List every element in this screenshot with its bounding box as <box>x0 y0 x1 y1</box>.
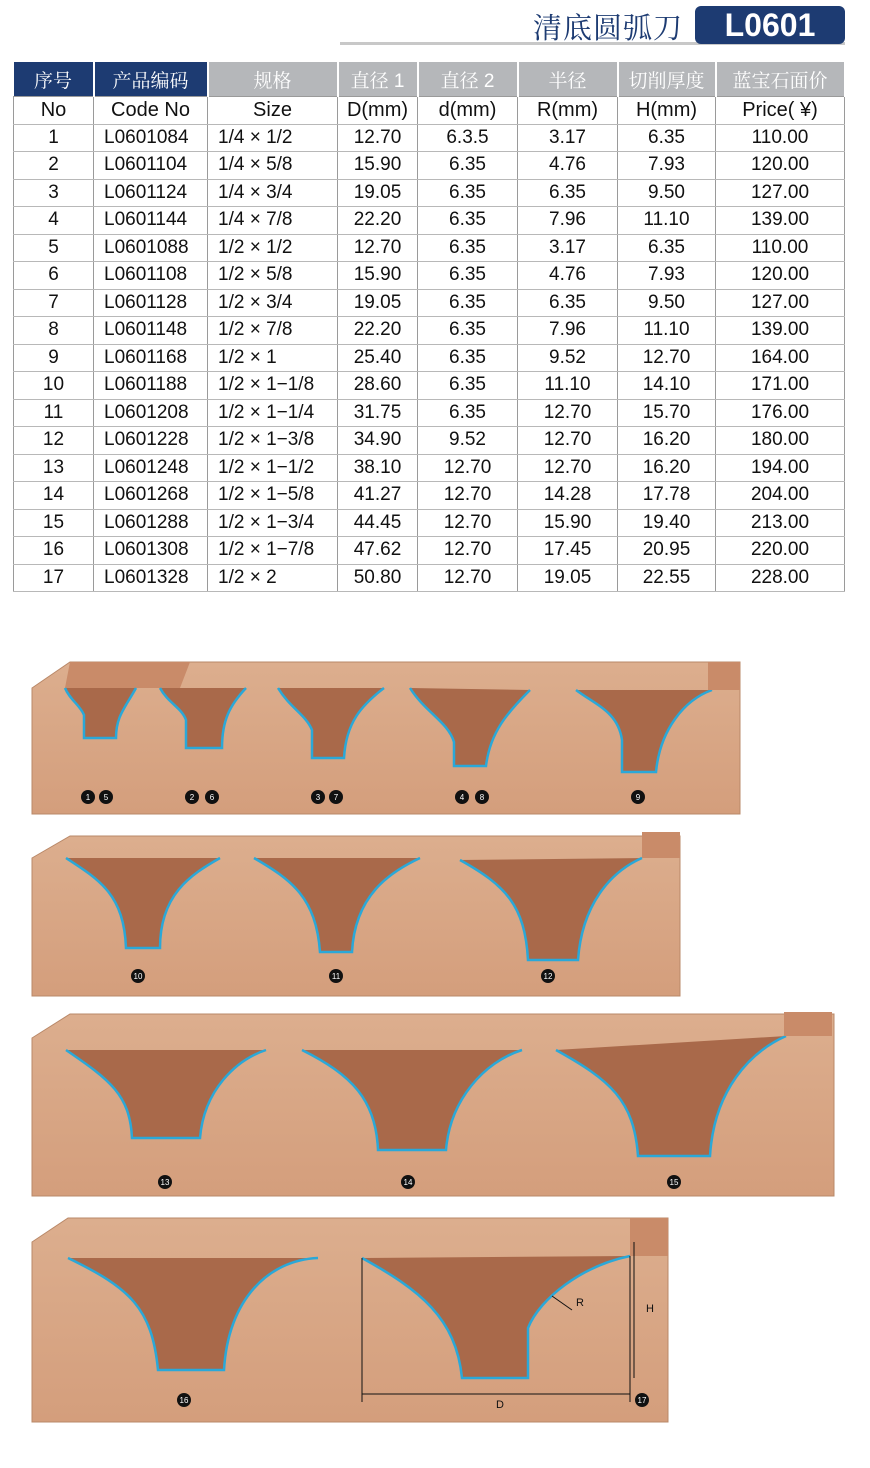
table-cell: 12.70 <box>618 344 716 372</box>
table-cell: 228.00 <box>716 564 845 592</box>
profile-label: 6 <box>209 793 215 802</box>
table-cell: 3.17 <box>518 234 618 262</box>
profile-label: 9 <box>635 793 641 802</box>
profile-label: 16 <box>179 1396 189 1405</box>
table-row <box>14 454 845 482</box>
table-cell: 12.70 <box>518 427 618 455</box>
table-cell: 180.00 <box>716 427 845 455</box>
table-cell: 6.35 <box>618 234 716 262</box>
table-row <box>14 179 845 207</box>
table-cell: 6.35 <box>518 289 618 317</box>
title-bar <box>340 4 845 48</box>
profile-illustrations <box>0 600 870 1468</box>
table-cell: L0601188 <box>94 372 208 400</box>
table-row <box>14 124 845 152</box>
table-cell: 1/2 × 2 <box>208 564 338 592</box>
subheader-cell: Price( ¥) <box>716 97 845 125</box>
table-cell: 4.76 <box>518 152 618 180</box>
table-cell: 171.00 <box>716 372 845 400</box>
table-row <box>14 427 845 455</box>
table-cell: 7.93 <box>618 152 716 180</box>
table-cell: 9 <box>14 344 94 372</box>
table-cell: L0601228 <box>94 427 208 455</box>
profile-label: 17 <box>637 1396 647 1405</box>
subheader-cell: Code No <box>94 97 208 125</box>
table-cell: 9.50 <box>618 179 716 207</box>
table-cell: L0601248 <box>94 454 208 482</box>
table-cell: 12.70 <box>418 509 518 537</box>
table-cell: 16.20 <box>618 427 716 455</box>
table-cell: L0601128 <box>94 289 208 317</box>
header-row-cn <box>14 62 845 97</box>
table-cell: 1/2 × 1−1/2 <box>208 454 338 482</box>
profile-label: 10 <box>133 972 143 981</box>
table-cell: 120.00 <box>716 152 845 180</box>
table-cell: 10 <box>14 372 94 400</box>
table-cell: 15.90 <box>518 509 618 537</box>
table-cell: 22.20 <box>338 317 418 345</box>
table-cell: 12.70 <box>418 454 518 482</box>
table-cell: 9.52 <box>418 427 518 455</box>
header-d2: 直径 2 <box>418 62 518 97</box>
table-row <box>14 399 845 427</box>
table-cell: L0601088 <box>94 234 208 262</box>
header-d1: 直径 1 <box>338 62 418 97</box>
table-cell: 15.90 <box>338 152 418 180</box>
table-cell: 11 <box>14 399 94 427</box>
table-cell: 8 <box>14 317 94 345</box>
table-cell: L0601208 <box>94 399 208 427</box>
table-cell: 6.35 <box>418 317 518 345</box>
table-cell: L0601084 <box>94 124 208 152</box>
table-cell: 50.80 <box>338 564 418 592</box>
table-cell: 12.70 <box>338 124 418 152</box>
table-cell: 4.76 <box>518 262 618 290</box>
table-cell: 1/2 × 1−7/8 <box>208 537 338 565</box>
table-cell: L0601124 <box>94 179 208 207</box>
header-no: 序号 <box>14 62 94 97</box>
header-size: 规格 <box>208 62 338 97</box>
table-cell: 194.00 <box>716 454 845 482</box>
table-cell: 7.96 <box>518 207 618 235</box>
table-cell: L0601308 <box>94 537 208 565</box>
table-row <box>14 482 845 510</box>
table-cell: L0601148 <box>94 317 208 345</box>
table-cell: 7.96 <box>518 317 618 345</box>
table-cell: 38.10 <box>338 454 418 482</box>
table-cell: 1/2 × 1−1/8 <box>208 372 338 400</box>
table-cell: 110.00 <box>716 124 845 152</box>
table-cell: 6.35 <box>418 234 518 262</box>
table-cell: 31.75 <box>338 399 418 427</box>
table-cell: 12.70 <box>338 234 418 262</box>
table-row <box>14 207 845 235</box>
profile-label: 3 <box>315 793 321 802</box>
profile-label: 2 <box>189 793 195 802</box>
table-cell: 4 <box>14 207 94 235</box>
table-cell: 127.00 <box>716 289 845 317</box>
table-cell: L0601104 <box>94 152 208 180</box>
table-cell: 1/4 × 1/2 <box>208 124 338 152</box>
table-cell: 6.35 <box>618 124 716 152</box>
table-cell: 6.35 <box>418 207 518 235</box>
table-cell: 127.00 <box>716 179 845 207</box>
table-cell: 34.90 <box>338 427 418 455</box>
profile-label: 15 <box>669 1178 679 1187</box>
table-cell: 14.10 <box>618 372 716 400</box>
table-cell: 9.50 <box>618 289 716 317</box>
table-row <box>14 564 845 592</box>
table-cell: 22.20 <box>338 207 418 235</box>
table-cell: 44.45 <box>338 509 418 537</box>
table-cell: 19.40 <box>618 509 716 537</box>
table-cell: L0601168 <box>94 344 208 372</box>
profile-label: 8 <box>479 793 485 802</box>
table-cell: 1/4 × 7/8 <box>208 207 338 235</box>
table-cell: L0601144 <box>94 207 208 235</box>
table-cell: 1/2 × 1−1/4 <box>208 399 338 427</box>
table-cell: 12.70 <box>418 564 518 592</box>
table-cell: 164.00 <box>716 344 845 372</box>
table-cell: 7.93 <box>618 262 716 290</box>
table-cell: L0601328 <box>94 564 208 592</box>
table-cell: 17.45 <box>518 537 618 565</box>
table-cell: 2 <box>14 152 94 180</box>
table-cell: 41.27 <box>338 482 418 510</box>
table-row <box>14 344 845 372</box>
profile-label: 14 <box>403 1178 413 1187</box>
table-cell: 15.90 <box>338 262 418 290</box>
table-cell: 13 <box>14 454 94 482</box>
board-3 <box>32 1012 834 1196</box>
table-cell: 7 <box>14 289 94 317</box>
table-cell: 16 <box>14 537 94 565</box>
table-cell: 139.00 <box>716 317 845 345</box>
table-cell: 6.35 <box>418 152 518 180</box>
table-cell: 15.70 <box>618 399 716 427</box>
header-row-en <box>14 97 845 125</box>
header-radius: 半径 <box>518 62 618 97</box>
table-cell: 25.40 <box>338 344 418 372</box>
table-cell: 12.70 <box>518 399 618 427</box>
table-cell: L0601108 <box>94 262 208 290</box>
subheader-cell: No <box>14 97 94 125</box>
table-cell: 1/4 × 3/4 <box>208 179 338 207</box>
profile-label: 13 <box>160 1178 170 1187</box>
table-cell: 204.00 <box>716 482 845 510</box>
table-cell: 213.00 <box>716 509 845 537</box>
table-cell: 22.55 <box>618 564 716 592</box>
table-cell: 12 <box>14 427 94 455</box>
table-cell: 6.35 <box>418 344 518 372</box>
profile-label: 4 <box>459 793 465 802</box>
table-cell: 6.35 <box>418 262 518 290</box>
board-2 <box>32 832 680 996</box>
subheader-cell: D(mm) <box>338 97 418 125</box>
table-row <box>14 262 845 290</box>
table-cell: 1/2 × 1−5/8 <box>208 482 338 510</box>
table-cell: 1 <box>14 124 94 152</box>
table-row <box>14 317 845 345</box>
table-cell: 6.35 <box>418 179 518 207</box>
table-cell: 220.00 <box>716 537 845 565</box>
table-cell: 20.95 <box>618 537 716 565</box>
table-cell: 19.05 <box>338 289 418 317</box>
table-cell: 17 <box>14 564 94 592</box>
title-chinese: 清底圆弧刀 <box>532 13 683 45</box>
table-cell: 12.70 <box>418 537 518 565</box>
board-4 <box>32 1218 668 1422</box>
subheader-cell: R(mm) <box>518 97 618 125</box>
table-cell: 6.35 <box>418 289 518 317</box>
table-cell: 1/4 × 5/8 <box>208 152 338 180</box>
table-cell: 6.35 <box>418 372 518 400</box>
table-cell: 1/2 × 1−3/4 <box>208 509 338 537</box>
table-row <box>14 509 845 537</box>
dimension-label: H <box>646 1303 654 1315</box>
subheader-cell: H(mm) <box>618 97 716 125</box>
table-cell: 17.78 <box>618 482 716 510</box>
table-cell: 28.60 <box>338 372 418 400</box>
table-cell: 1/2 × 1/2 <box>208 234 338 262</box>
profile-label: 12 <box>543 972 553 981</box>
profile-label: 7 <box>333 793 339 802</box>
subheader-cell: Size <box>208 97 338 125</box>
dimension-label: D <box>496 1399 504 1411</box>
table-cell: 139.00 <box>716 207 845 235</box>
table-cell: 14 <box>14 482 94 510</box>
board-1 <box>32 662 740 814</box>
table-cell: 11.10 <box>618 207 716 235</box>
table-cell: 6 <box>14 262 94 290</box>
table-cell: 6.35 <box>518 179 618 207</box>
profile-label: 11 <box>331 972 341 981</box>
table-cell: 1/2 × 3/4 <box>208 289 338 317</box>
subheader-cell: d(mm) <box>418 97 518 125</box>
table-cell: 110.00 <box>716 234 845 262</box>
table-row <box>14 152 845 180</box>
table-row <box>14 372 845 400</box>
table-cell: 15 <box>14 509 94 537</box>
table-cell: 47.62 <box>338 537 418 565</box>
title-code-badge: L0601 <box>695 6 845 44</box>
table-cell: 6.35 <box>418 399 518 427</box>
spec-table <box>13 62 846 592</box>
table-cell: 12.70 <box>418 482 518 510</box>
profile-label: 5 <box>103 793 109 802</box>
table-cell: 1/2 × 1−3/8 <box>208 427 338 455</box>
table-cell: 11.10 <box>518 372 618 400</box>
table-cell: 1/2 × 7/8 <box>208 317 338 345</box>
table-cell: 176.00 <box>716 399 845 427</box>
table-cell: 3.17 <box>518 124 618 152</box>
table-cell: 1/2 × 5/8 <box>208 262 338 290</box>
header-price: 蓝宝石面价 <box>716 62 845 97</box>
table-cell: 1/2 × 1 <box>208 344 338 372</box>
table-cell: 16.20 <box>618 454 716 482</box>
table-cell: 11.10 <box>618 317 716 345</box>
table-cell: L0601268 <box>94 482 208 510</box>
table-cell: 3 <box>14 179 94 207</box>
table-cell: 19.05 <box>338 179 418 207</box>
header-code: 产品编码 <box>94 62 208 97</box>
table-row <box>14 289 845 317</box>
table-cell: 14.28 <box>518 482 618 510</box>
table-row <box>14 234 845 262</box>
header-height: 切削厚度 <box>618 62 716 97</box>
table-cell: L0601288 <box>94 509 208 537</box>
table-cell: 19.05 <box>518 564 618 592</box>
table-cell: 6.3.5 <box>418 124 518 152</box>
table-cell: 120.00 <box>716 262 845 290</box>
profile-label: 1 <box>85 793 91 802</box>
table-cell: 12.70 <box>518 454 618 482</box>
table-row <box>14 537 845 565</box>
dimension-label: R <box>576 1297 584 1309</box>
table-cell: 5 <box>14 234 94 262</box>
table-cell: 9.52 <box>518 344 618 372</box>
